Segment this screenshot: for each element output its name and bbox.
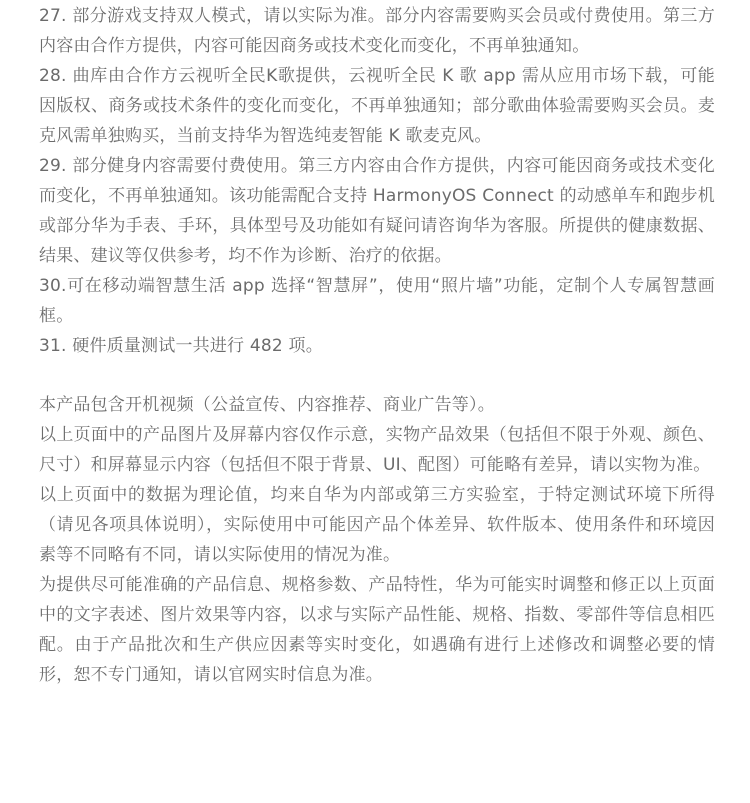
note-29: 29. 部分健身内容需要付费使用。第三方内容由合作方提供，内容可能因商务或技术变化而变化，不再单独通知。该功能需配合支持 HarmonyOS Connect 的动感单车和跑步机或部分华为手表、手环，具体型号及功能如有疑问请咨询华为客服。所提供的健康数据、结果、建议等仅供参考，均不作为诊断、治疗的依据。	[39, 156, 715, 266]
numbered-notes-list	[39, 1, 715, 361]
note-31: 31. 硬件质量测试一共进行 482 项。	[39, 336, 323, 356]
disclaimer-accuracy: 为提供尽可能准确的产品信息、规格参数、产品特性，华为可能实时调整和修正以上页面中的文字表述、图片效果等内容，以求与实际产品性能、规格、指数、零部件等信息相匹配。由于产品批次和生产供应因素等实时变化，如遇确有进行上述修改和调整必要的情形，恕不专门通知，请以官网实时信息为准。	[39, 575, 715, 685]
disclaimer-boot-video: 本产品包含开机视频（公益宣传、内容推荐、商业广告等）。	[39, 395, 495, 415]
footnotes-section	[39, 0, 715, 690]
disclaimer-block	[39, 390, 715, 690]
note-30: 30.可在移动端智慧生活 app 选择“智慧屏”，使用“照片墙”功能，定制个人专属智慧画框。	[39, 276, 715, 326]
disclaimer-data: 以上页面中的数据为理论值，均来自华为内部或第三方实验室，于特定测试环境下所得（请见各项具体说明），实际使用中可能因产品个体差异、软件版本、使用条件和环境因素等不同略有不同，请以实际使用的情况为准。	[39, 485, 715, 565]
disclaimer-images: 以上页面中的产品图片及屏幕内容仅作示意，实物产品效果（包括但不限于外观、颜色、尺寸）和屏幕显示内容（包括但不限于背景、UI、配图）可能略有差异，请以实物为准。	[39, 425, 715, 475]
note-27: 27. 部分游戏支持双人模式，请以实际为准。部分内容需要购买会员或付费使用。第三方内容由合作方提供，内容可能因商务或技术变化而变化，不再单独通知。	[39, 6, 715, 56]
note-28: 28. 曲库由合作方云视听全民K歌提供，云视听全民 K 歌 app 需从应用市场下载，可能因版权、商务或技术条件的变化而变化，不再单独通知；部分歌曲体验需要购买会员。麦克风需单独购买，当前支持华为智选纯麦智能 K 歌麦克风。	[39, 66, 715, 146]
